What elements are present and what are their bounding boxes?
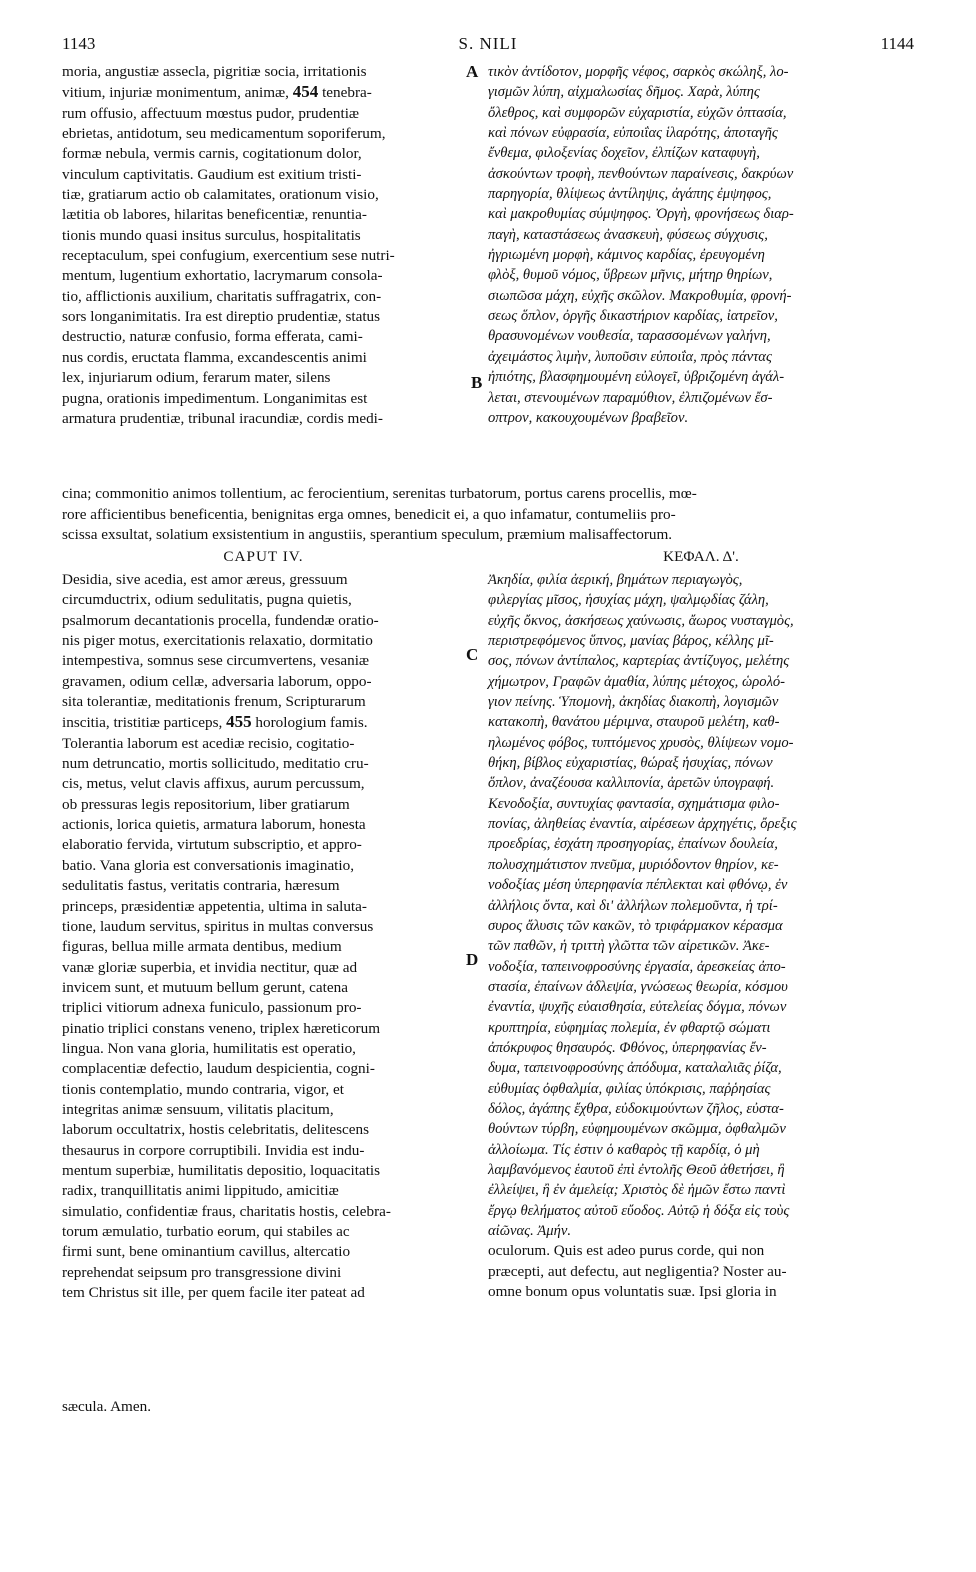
latin-line: tiæ, gratiarum actio ob calamitates, orationum visio, [62,186,379,204]
latin-line: invicem sunt, et mutuum bellum gerunt, catena [62,978,348,996]
margin-letter-b: B [471,373,483,392]
latin-line: armatura prudentiæ, tribunal iracundiæ, cordis medi- [62,409,383,427]
greek-line: τῶν παθῶν, ἡ τριττὴ γλῶττα τῶν αἱρετικῶν. Ἀκε- [488,938,770,955]
greek-line: σιωπῶσα μάχη, εὐχῆς σκῶλον. Μακροθυμία, φρονή- [488,287,792,304]
latin-line: gravamen, odium cellæ, adversaria laborum, oppo- [62,672,372,690]
greek-line: νοδοξίας μέση ὑπερηφανία πέπλεκται καὶ φθόνῳ, ἐν [488,877,788,894]
greek-line: καὶ πόνων εὐφρασία, εὐποιΐας ἱλαρότης, ἀποταγῆς [488,125,778,142]
latin-line: omne bonum opus voluntatis suæ. Ipsi gloria in [488,1283,777,1301]
latin-line: thesaurus in corpore corruptibili. Invidia est indu- [62,1141,365,1159]
latin-line: mentum superbiæ, humilitatis depositio, loquacitatis [62,1161,381,1179]
latin-line: radix, tranquillitatis animi lippitudo, amicitiæ [62,1182,339,1200]
greek-line: ἠπιότης, βλασφημουμένη εὐλογεῖ, ὑβριζομένη ἀγάλ- [488,369,785,386]
latin-line: Desidia, sive acedia, est amor æreus, gressuum [62,571,348,588]
greek-line: ἀλλοίωμα. Τίς ἐστιν ὁ καθαρὸς τῇ καρδίᾳ, ὁ μὴ [488,1141,760,1158]
greek-line: ἀπόκρυφος θησαυρός. Φθόνος, ὑπερηφανίας ἔν- [488,1039,767,1056]
latin-line: rum offusio, affectuum mœstus pudor, prudentiæ [62,104,360,122]
latin-line: complacentiæ defectio, laudum despicientia, cogni- [62,1060,375,1078]
greek-line: οπτρον, κακουχουμένων βραβεῖον. [488,409,689,426]
greek-line: φιλεργίας μῖσος, ἡσυχίας μάχη, ψαλμῳδίας ζάλη, [488,592,769,609]
margin-letter-c: C [466,645,479,664]
latin-line: moria, angustiæ assecla, pigritiæ socia, irritationis [62,63,367,80]
latin-line: integritas animæ sensuum, vilitatis placitum, [62,1100,334,1118]
latin-line: tionis contemplatio, mundo contraria, vigor, et [62,1080,344,1098]
latin-column-bottom [62,570,465,1303]
greek-line: ἠγριωμένη μορφὴ, κάμινος καρδίας, ἐρευγομένη [488,247,765,264]
greek-line: χήμωτρον, Γραφῶν ἀμαθία, λύπης μέτοχος, ὡρολό- [488,673,786,690]
latin-line: nis piger motus, exercitationis relaxatio, dormitatio [62,632,373,650]
latin-line: vitium, injuriæ monimentum, animæ, 454 tenebra- [62,82,372,102]
latin-line: Tolerantia laborum est acediæ recisio, cogitatio- [62,734,355,752]
latin-line: num detruncatio, mortis sollicitudo, meditatio cru- [62,755,369,773]
column-number: 455 [226,712,252,732]
page-number-right: 1144 [880,34,914,53]
greek-line: ἀχειμάστος λιμὴν, λυποῦσιν εὐποιΐα, πρὸς πάντας [488,348,772,365]
greek-line: καὶ μακροθυμίας σύμψηφος. Ὀργὴ, φρονήσεως διαρ- [488,206,794,223]
greek-line: θούντων τύρβη, εὐφημουμένων σκῶμμα, ὀφθαλμῶν [488,1121,786,1138]
latin-line: figuras, bellua mille armata dentibus, medium [62,938,342,956]
full-width-passage [62,484,914,546]
margin-letter-a: A [466,62,479,81]
latin-line: receptaculum, spei confugium, exercentium sese nutri- [62,247,395,265]
column-number: 454 [292,82,319,102]
greek-line: αἰῶνας. Ἀμήν. [488,1223,571,1239]
latin-line: elaboratio fervida, virtutum subscriptio, et appro- [62,836,362,854]
full-line: scissa exsultat, solatium exsistentium in angustiis, sperantium speculum, præmium malisaffectorum. [62,526,673,543]
greek-line: στασία, ἐπαίνων ἀδλεψία, γνώσεως θεωρία, κόσμου [488,978,788,995]
greek-line: ηλωμένος φόβος, τυπτόμενος χρυσὸς, θλίψεων νομο- [488,734,794,751]
greek-line: θήκη, βίβλος εὐχαριστίας, θώραξ ἡσυχίας, πόνων [488,755,773,772]
greek-line: Ἀκηδία, φιλία ἀερική, βημάτων περιαγωγὸς, [488,572,743,588]
greek-line: κατακοπὴ, θανάτου μέριμνα, σταυροῦ μελέτη, καθ- [488,714,780,731]
greek-line: ἔνθεμα, φιλοξενίας δοχεῖον, ἐλπίζων καταφυγὴ, [488,145,760,162]
greek-line: γιον πείνης. Ὑπομονὴ, ἀκηδίας διακοπὴ, λογισμῶν [488,694,779,711]
latin-line: triplici vitiorum adnexa funiculo, passionum pro- [62,999,362,1017]
greek-line: δυμα, ταπεινοφροσύνης ἀπόδυμα, καταλαλιᾶς ῥίζα, [488,1060,782,1077]
latin-line: torum æmulatio, turbatio eorum, qui stabiles ac [62,1223,350,1240]
greek-line: ὅπλον, ἀναζέουσα καλλιπονία, ἀρετῶν ὑπογραφή. [488,775,775,792]
latin-line: reprehendat seipsum pro transgressione divini [62,1263,342,1281]
latin-line: destructio, naturæ confusio, forma efferata, cami- [62,328,363,346]
greek-line: παγὴ, καταστάσεως ἀνασκευὴ, φύσεως σύγχυσις, [488,226,768,243]
greek-line: συρος ἄλυσις τῶν κακῶν, τὸ τριφάρμακον κέρασμα [488,917,783,934]
greek-line: ἀλλήλοις ὄντα, καὶ δι' ἀλλήλων πολεμοῦντα, ἡ τρί- [488,897,778,914]
greek-line: ἐλλείψει, ἢ ἐν ἀμελείᾳ; Χριστὸς δὲ ἡμῶν ἔστω παντὶ [488,1182,786,1199]
latin-line: lætitia ob labores, hilaritas beneficentiæ, renuntia- [62,206,367,224]
latin-line: oculorum. Quis est adeo purus corde, qui non [488,1242,765,1260]
greek-line: εὐχῆς ὄκνος, ἀσκήσεως χαύνωσις, ἄωρος νυσταγμὸς, [488,612,794,629]
latin-line: sors longanimitatis. Ira est direptio prudentiæ, status [62,308,381,326]
greek-line: εὐθυμίας ὀφθαλμία, φιλίας ὑπόκρισις, παῤῥησίας [488,1080,771,1097]
greek-line: δόλος, ἀγάπης ἔχθρα, εὐδοκιμούντων ζῆλος, εὐστα- [488,1100,784,1117]
full-line: cina; commonitio animos tollentium, ac ferocientium, serenitas turbatorum, portus carens procellis, mœ- [62,485,697,502]
greek-line: σος, πόνων ἀντίπαλος, καρτερίας ἀντίζυγος, μελέτης [488,653,790,670]
latin-line: princeps, præsidentiæ appetentia, ultima in saluta- [62,897,367,915]
greek-line: τικὸν ἀντίδοτον, μορφῆς νέφος, σαρκὸς σκώληξ, λο- [488,64,789,80]
latin-line: sedulitatis fastus, veritatis contraria, hæresum [62,877,340,895]
greek-line: κρυπτηρία, εὐφημίας πολεμία, ἐν φθαρτῷ σώματι [488,1019,771,1036]
latin-line: vinculum captivitatis. Gaudium est exitium tristi- [62,165,362,183]
full-line: rore afficientibus beneficentia, benignitas erga omnes, benedicit ei, a quo infamatur, contumeliis pro- [62,505,676,523]
greek-line: γισμῶν λύπη, αἰχμαλωσίας δῆμος. Χαρὰ, λύπης [488,84,760,101]
latin-line: tione, laudum servitus, spiritus in multas conversus [62,917,374,935]
latin-line: actionis, lorica quietis, armatura laborum, honesta [62,816,366,834]
latin-line: batio. Vana gloria est conversationis imaginatio, [62,856,355,874]
chapter-headings [62,548,914,570]
latin-line: tem Christus sit ille, per quem facile iter pateat ad [62,1284,365,1302]
greek-line: λεται, στενουμένων παραμύθιον, ἐλπιζομένων ἔσ- [488,389,773,406]
greek-line: πονίας, ἀληθείας ἐναντία, αἱρέσεων ἀρχηγέτις, ὄρεξις [488,816,797,833]
latin-line: psalmorum decantationis procella, fundendæ oratio- [62,611,379,629]
latin-line: laborum occultatrix, hostis celebritatis, delitescens [62,1121,370,1139]
latin-line: firmi sunt, bene ominantium cavillus, altercatio [62,1243,351,1261]
greek-line: ἀσκούντων τροφὴ, πενθούντων παραίνεσις, δακρύων [488,165,794,182]
greek-chapter-heading: ΚΕΦΑΛ. Δ'. [663,548,739,565]
greek-line: παρηγορία, θλίψεως ἀντίληψις, ἀγάπης ἐμψηφος, [488,186,772,203]
latin-line: mentum, lugentium exhortatio, lacrymarum consola- [62,267,383,285]
latin-line: sita tolerantiæ, meditationis frenum, Scripturarum [62,693,366,711]
greek-line: ἔργῳ θελήματος αὐτοῦ εὔοδος. Αὐτῷ ἡ δόξα εἰς τοὺς [488,1202,790,1219]
latin-line: intempestiva, somnus sese circumvertens, vesaniæ [62,652,370,670]
latin-line: tio, afflictionis auxilium, charitatis suffragatrix, con- [62,287,382,305]
latin-line: simulatio, confidentiæ fraus, charitatis hostis, celebra- [62,1202,391,1220]
latin-chapter-heading: CAPUT IV. [223,548,304,565]
latin-line: pinatio triplici constans veneno, triplex hæreticorum [62,1019,381,1037]
latin-line: cis, metus, velut clavis affixus, aurum percussum, [62,775,365,793]
page-number-left: 1143 [62,34,96,53]
latin-line: lingua. Non vana gloria, humilitatis est operatio, [62,1039,356,1057]
greek-line: ὄλεθρος, καὶ συμφορῶν εὐχαριστία, εὐχῶν ὀπτασία, [488,104,787,121]
greek-line: σεως ὅπλον, ὀργῆς δικαστήριον καρδίας, ἰατρεῖον, [488,308,778,325]
closing-line: sæcula. Amen. [62,1398,152,1415]
latin-line: circumductrix, odium sedulitatis, pugna quietis, [62,591,352,609]
greek-line: ἐναντία, ψυχῆς εὐαισθησία, εὐτελείας δόγμα, πόνων [488,999,787,1016]
greek-line: προεδρίας, ἐσχάτη προσηγορίας, ἐπαίνων δουλεία, [488,836,778,853]
greek-column-bottom [488,570,914,1302]
greek-line: περιστρεφόμενος ὕπνος, μανίας βάρος, κέλλης μῖ- [488,633,774,650]
latin-line: ob pressuras legis repositorium, liber gratiarum [62,795,350,813]
latin-line: vanæ gloriæ superbia, et invidia nectitur, quæ ad [62,958,358,976]
latin-line: tionis mundo quasi insitus surculus, hospitalitatis [62,226,361,244]
latin-line: præcepti, aut defectu, aut negligentia? Noster au- [488,1262,787,1280]
greek-line: λαμβανόμενος ἑαυτοῦ ἐπὶ ἐντολῆς Θεοῦ ἀθετήσει, ἢ [488,1161,785,1178]
running-title: S. NILI [458,34,518,53]
page-header [62,34,914,58]
latin-line: lex, injuriarum odium, ferarum mater, silens [62,369,331,387]
greek-line: Κενοδοξία, συντυχίας φαντασία, σχημάτισμα φιλο- [488,795,780,812]
latin-line: ebrietas, antidotum, seu medicamentum soporiferum, [62,125,386,143]
latin-line: formæ nebula, vermis carnis, cogitationum dolor, [62,145,362,163]
latin-line: inscitia, tristitiæ particeps, 455 horologium famis. [62,712,368,732]
latin-line: pugna, orationis impedimentum. Longanimitas est [62,389,368,407]
greek-line: φλὸξ, θυμοῦ νόμος, ὕβρεων μῆνις, μήτηρ θηρίων, [488,267,773,284]
greek-line: θρασυνομένων νουθεσία, ταρασσομένων γαλήνη, [488,328,771,345]
greek-column-top [488,62,914,428]
greek-line: νοδοξία, ταπεινοφροσύνης ἐργασία, ἀρεσκείας ἀπο- [488,958,786,975]
margin-letter-d: D [466,950,479,969]
latin-column-top [62,62,465,429]
greek-line: πολυσχημάτιστον πνεῦμα, μυριόδοντον θηρίον, κε- [488,856,779,873]
latin-line: nus cordis, eructata flamma, excandescentis animi [62,348,367,366]
